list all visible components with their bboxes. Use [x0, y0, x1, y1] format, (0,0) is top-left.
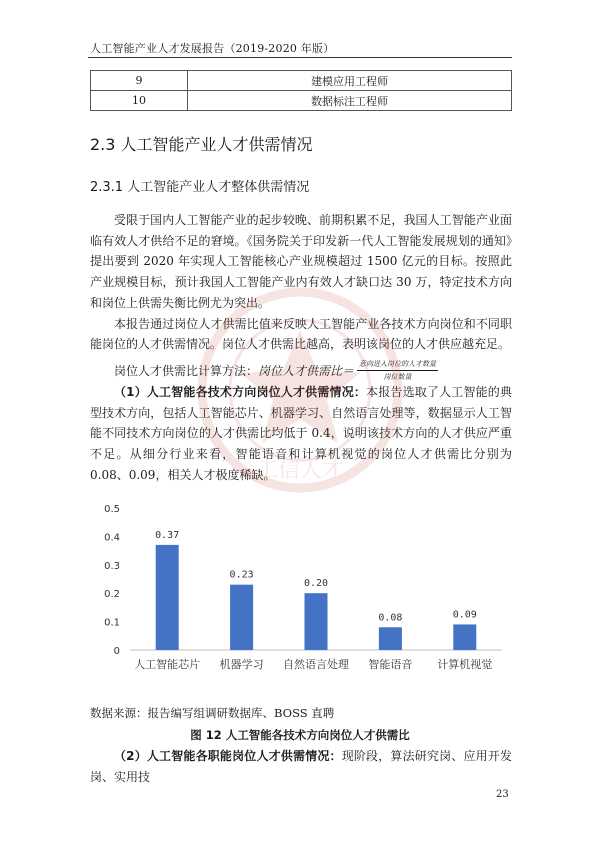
y-tick-label: 0.3 — [104, 560, 120, 572]
category-label: 智能语音 — [368, 658, 413, 671]
point-1 — [90, 382, 512, 486]
table-cell-num: 10 — [91, 91, 188, 111]
formula-prefix: 岗位人才供需比计算方法： — [114, 364, 259, 378]
category-label: 人工智能芯片 — [134, 658, 201, 671]
table-cell-role: 数据标注工程师 — [188, 91, 512, 111]
role-table — [90, 70, 512, 111]
bar-chart — [90, 490, 512, 680]
data-label: 0.08 — [378, 612, 403, 624]
svg-text:工信人才: 工信人才 — [255, 458, 345, 483]
page-number: 23 — [496, 789, 509, 800]
y-tick-label: 0.1 — [104, 617, 120, 629]
formula-fraction — [357, 359, 438, 382]
y-tick-label: 0.2 — [104, 589, 120, 601]
bar — [453, 624, 476, 650]
formula-numerator: 意向进入岗位的人才数量 — [357, 359, 438, 371]
bar — [379, 627, 402, 650]
formula-lhs: 岗位人才供需比＝ — [258, 364, 355, 378]
header-rule — [88, 57, 512, 58]
data-label: 0.09 — [452, 609, 477, 621]
point-1-text: 本报告选取了人工智能的典型技术方向，包括人工智能芯片、机器学习、自然语言处理等，数据显示人工智能不同技术方向岗位的人才供需比均低于 0.4，说明该技术方向的人才供应严重不足。从细分行业来看，智能语音和计算机视觉的岗位人才供需比分别为 0.08、0.09，相关人才极度稀缺。 — [90, 385, 512, 482]
bar — [305, 593, 328, 650]
point-2-heading: （2）人工智能各职能岗位人才供需情况： — [114, 749, 342, 763]
category-label: 自然语言处理 — [283, 658, 349, 671]
data-label: 0.23 — [229, 569, 254, 581]
page-header: 人工智能产业人才发展报告（2019-2020 年版） — [90, 42, 335, 55]
subsection-title: 2.3.1 人工智能产业人才整体供需情况 — [90, 180, 310, 195]
paragraph: 受限于国内人工智能产业的起步较晚、前期积累不足，我国人工智能产业面临有效人才供给不足的窘境。《国务院关于印发新一代人工智能发展规划的通知》提出要到 2020 年实现人工智能核心产业规模超过 1500 亿元的目标。按照此产业规模目标，预计我国人工智能产业内有效人才缺口达 30 万，特定技术方向和岗位上供需失衡比例尤为突出。 — [90, 213, 512, 310]
body-text — [90, 210, 512, 355]
table-row — [91, 71, 512, 91]
bar — [230, 585, 253, 650]
formula-denominator: 岗位数量 — [383, 373, 412, 381]
y-tick-label: 0.4 — [104, 532, 120, 544]
category-label: 计算机视觉 — [437, 658, 493, 671]
category-label: 机器学习 — [219, 658, 264, 671]
table-cell-role: 建模应用工程师 — [188, 71, 512, 91]
table-cell-num: 9 — [91, 71, 188, 91]
section-title: 2.3 人工智能产业人才供需情况 — [90, 135, 313, 154]
point-2 — [90, 746, 512, 787]
y-tick-label: 0.5 — [104, 504, 120, 515]
figure-caption: 图 12 人工智能各技术方向岗位人才供需比 — [190, 728, 410, 742]
table-row — [91, 91, 512, 111]
point-2-text: 现阶段，算法研究岗、应用开发岗、实用技 — [90, 749, 512, 784]
data-label: 0.20 — [303, 578, 329, 590]
data-source: 数据来源：报告编写组调研数据库、BOSS 直聘 — [90, 706, 335, 720]
formula-line — [114, 359, 438, 382]
y-tick-label: 0 — [113, 646, 120, 657]
point-1-heading: （1）人工智能各技术方向岗位人才供需情况： — [114, 385, 367, 399]
paragraph: 本报告通过岗位人才供需比值来反映人工智能产业各技术方向岗位和不同职能岗位的人才供需情况。岗位人才供需比越高，表明该岗位的人才供应越充足。 — [90, 316, 512, 352]
bar — [156, 545, 179, 650]
data-label: 0.37 — [155, 529, 180, 541]
